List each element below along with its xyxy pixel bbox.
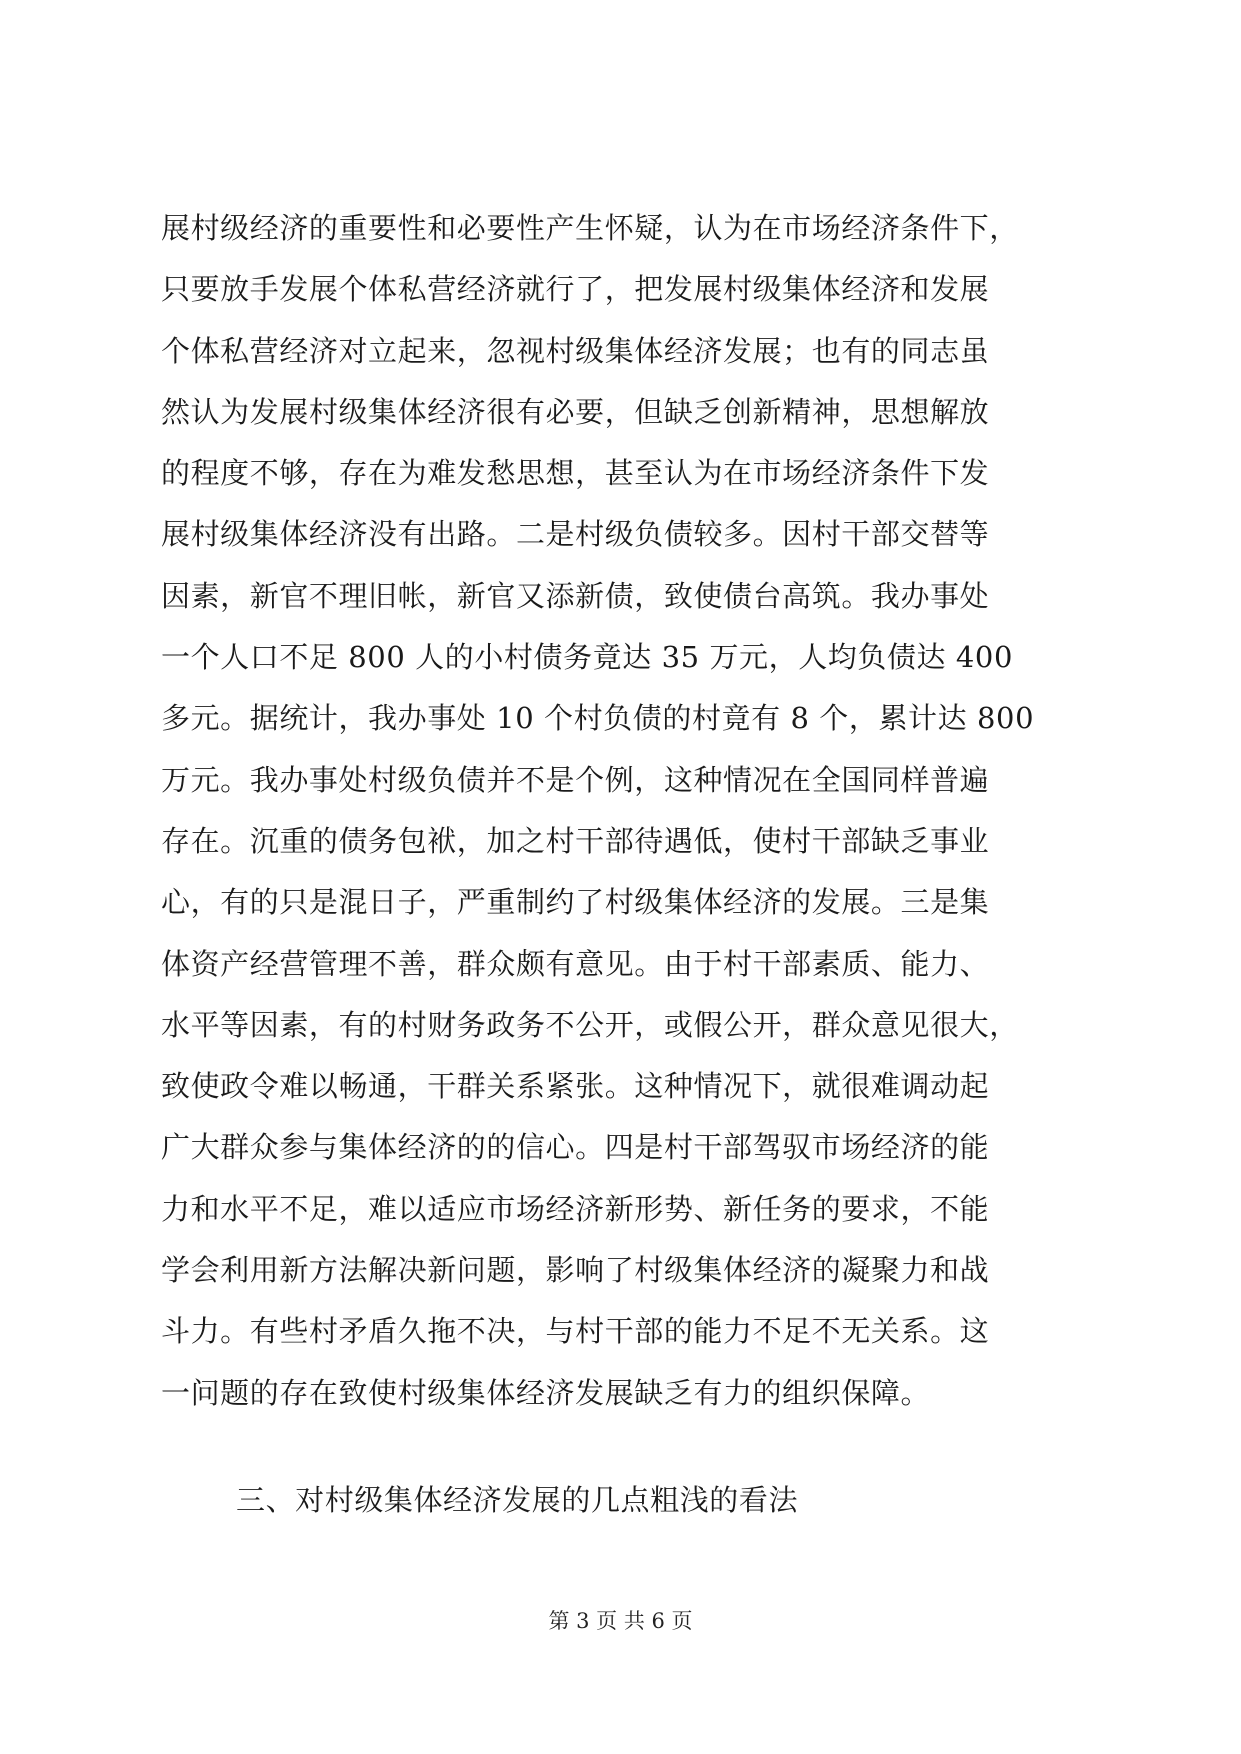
text-line: 展村级经济的重要性和必要性产生怀疑，认为在市场经济条件下，	[161, 211, 1019, 245]
text-line: 学会利用新方法解决新问题，影响了村级集体经济的凝聚力和战	[161, 1253, 990, 1288]
text-line: 力和水平不足，难以适应市场经济新形势、新任务的要求，不能	[161, 1191, 990, 1226]
body-text	[161, 198, 1121, 1424]
text-line: 多元。据统计，我办事处 10 个村负债的村竟有 8 个，累计达 800	[161, 701, 1035, 736]
text-line: 万元。我办事处村级负债并不是个例，这种情况在全国同样普遍	[161, 762, 990, 797]
text-line: 因素，新官不理旧帐，新官又添新债，致使债台高筑。我办事处	[161, 578, 990, 613]
text-line: 心，有的只是混日子，严重制约了村级集体经济的发展。三是集	[161, 885, 990, 920]
text-line: 只要放手发展个体私营经济就行了，把发展村级集体经济和发展	[161, 272, 990, 307]
page-number-footer: 第 3 页 共 6 页	[548, 1609, 693, 1633]
text-line: 存在。沉重的债务包袱，加之村干部待遇低，使村干部缺乏事业	[161, 823, 990, 858]
text-line: 一个人口不足 800 人的小村债务竟达 35 万元，人均负债达 400	[161, 640, 1013, 675]
text-line: 广大群众参与集体经济的的信心。四是村干部驾驭市场经济的能	[161, 1130, 990, 1165]
text-line: 展村级集体经济没有出路。二是村级负债较多。因村干部交替等	[161, 517, 990, 552]
text-line: 水平等因素，有的村财务政务不公开，或假公开，群众意见很大，	[161, 1007, 1019, 1042]
text-line: 斗力。有些村矛盾久拖不决，与村干部的能力不足不无关系。这	[161, 1314, 990, 1349]
section-heading: 三、对村级集体经济发展的几点粗浅的看法	[236, 1483, 799, 1517]
text-line: 致使政令难以畅通，干群关系紧张。这种情况下，就很难调动起	[161, 1069, 990, 1104]
text-line: 的程度不够，存在为难发愁思想，甚至认为在市场经济条件下发	[161, 456, 990, 491]
text-line: 个体私营经济对立起来，忽视村级集体经济发展；也有的同志虽	[161, 333, 990, 368]
text-line: 然认为发展村级集体经济很有必要，但缺乏创新精神，思想解放	[161, 394, 990, 429]
text-line: 一问题的存在致使村级集体经济发展缺乏有力的组织保障。	[161, 1375, 931, 1410]
text-line: 体资产经营管理不善，群众颇有意见。由于村干部素质、能力、	[161, 946, 990, 981]
